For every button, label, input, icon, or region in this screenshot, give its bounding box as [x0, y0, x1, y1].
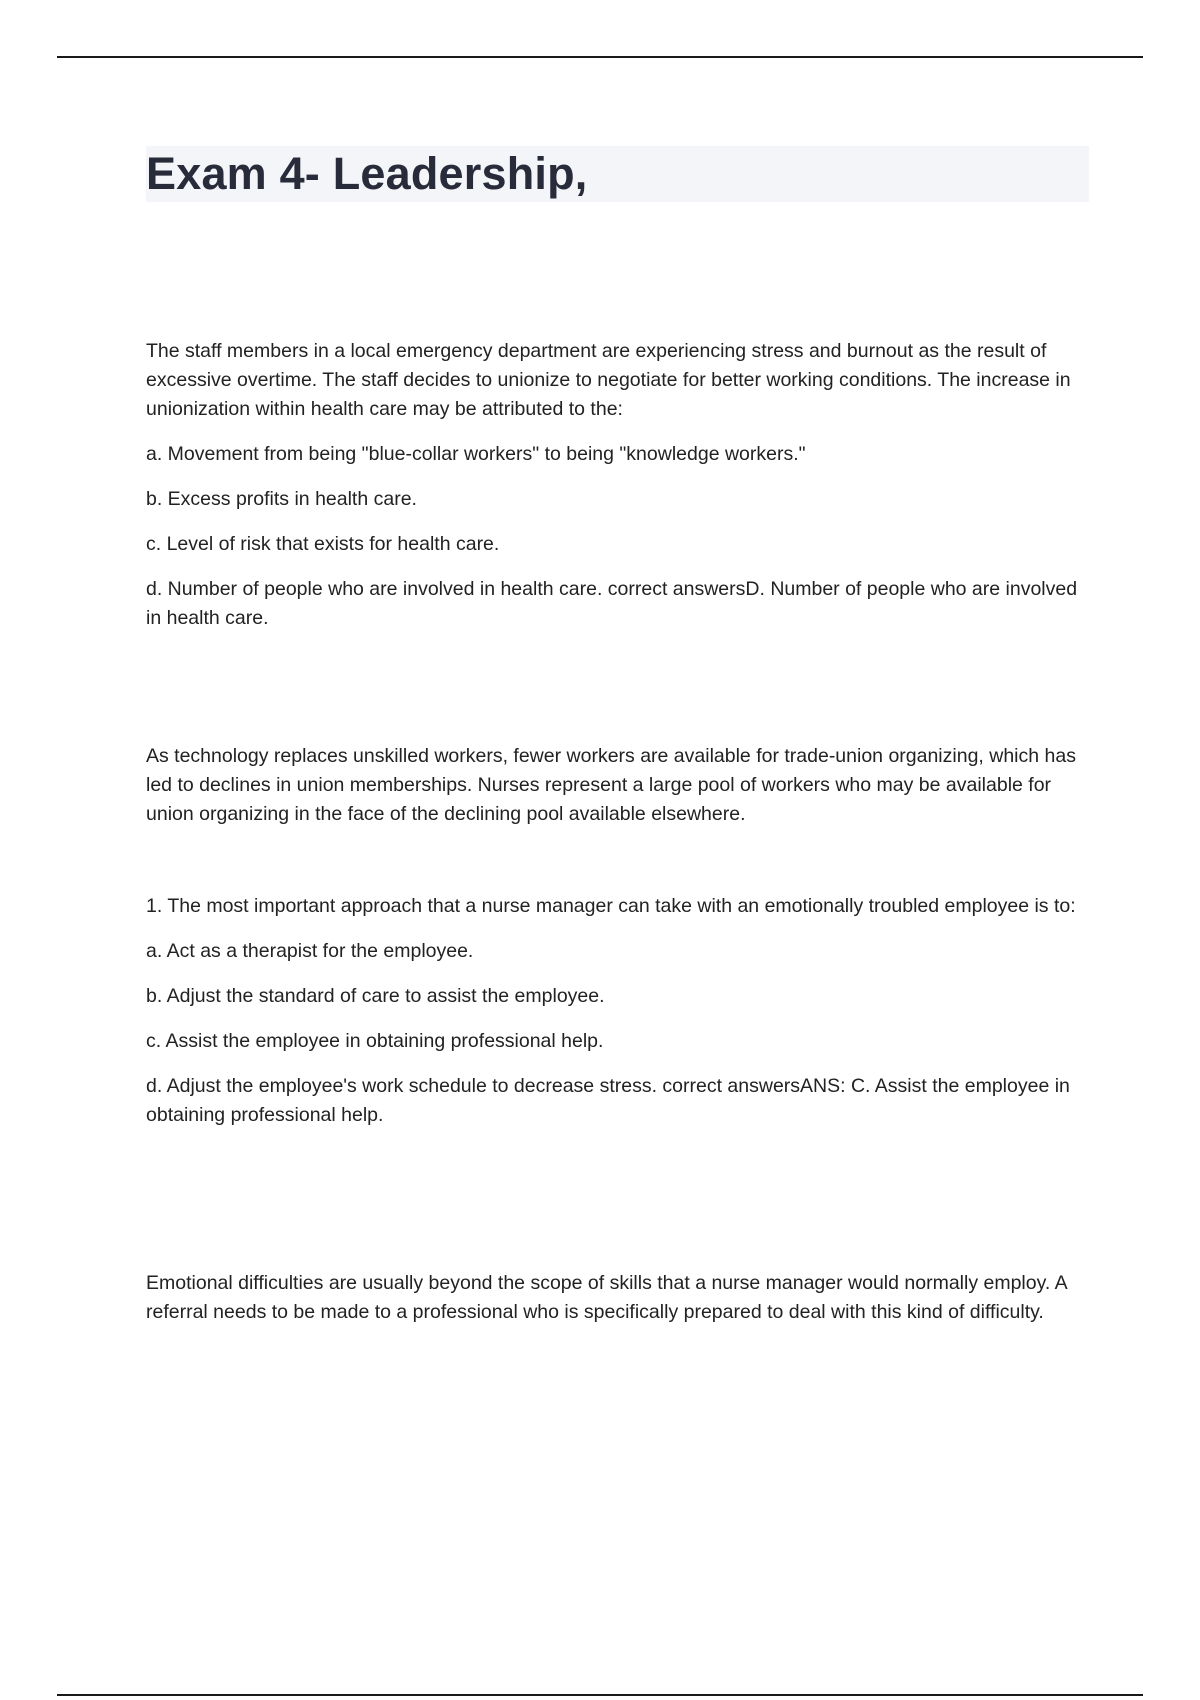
question-2-option-a: a. Act as a therapist for the employee.	[146, 940, 474, 962]
explanation-1-text: As technology replaces unskilled workers, fewer workers are available for trade-union organizing, which has led to declines in union memberships. Nurses represent a large pool of workers who may be available for union organizing in the face of the declining pool available elsewhere.	[146, 745, 1076, 825]
explanation-2-text: Emotional difficulties are usually beyond the scope of skills that a nurse manager would normally employ. A referral needs to be made to a professional who is specifically prepared to deal with this kind of difficulty.	[146, 1272, 1067, 1323]
page-title: Exam 4- Leadership,	[146, 148, 588, 199]
top-divider	[57, 56, 1143, 58]
explanation-1	[146, 742, 1091, 829]
question-1-option-d: d. Number of people who are involved in health care. correct answersD. Number of people who are involved in health care.	[146, 578, 1078, 629]
question-2	[146, 892, 1091, 1146]
question-1-option-a: a. Movement from being "blue-collar workers" to being "knowledge workers."	[146, 443, 806, 465]
question-2-option-b: b. Adjust the standard of care to assist the employee.	[146, 985, 605, 1007]
explanation-2	[146, 1269, 1091, 1327]
question-1-option-b: b. Excess profits in health care.	[146, 488, 417, 510]
question-2-stem: 1. The most important approach that a nurse manager can take with an emotionally troubled employee is to:	[146, 895, 1076, 917]
bottom-divider	[57, 1694, 1143, 1696]
question-1	[146, 337, 1091, 649]
question-2-option-c: c. Assist the employee in obtaining professional help.	[146, 1030, 604, 1052]
question-2-option-d: d. Adjust the employee's work schedule to decrease stress. correct answersANS: C. Assist the employee in obtaining professional help.	[146, 1075, 1070, 1126]
question-1-stem: The staff members in a local emergency department are experiencing stress and burnout as the result of excessive overtime. The staff decides to unionize to negotiate for better working conditions. The increase in unionization within health care may be attributed to the:	[146, 340, 1071, 420]
question-1-option-c: c. Level of risk that exists for health care.	[146, 533, 500, 555]
